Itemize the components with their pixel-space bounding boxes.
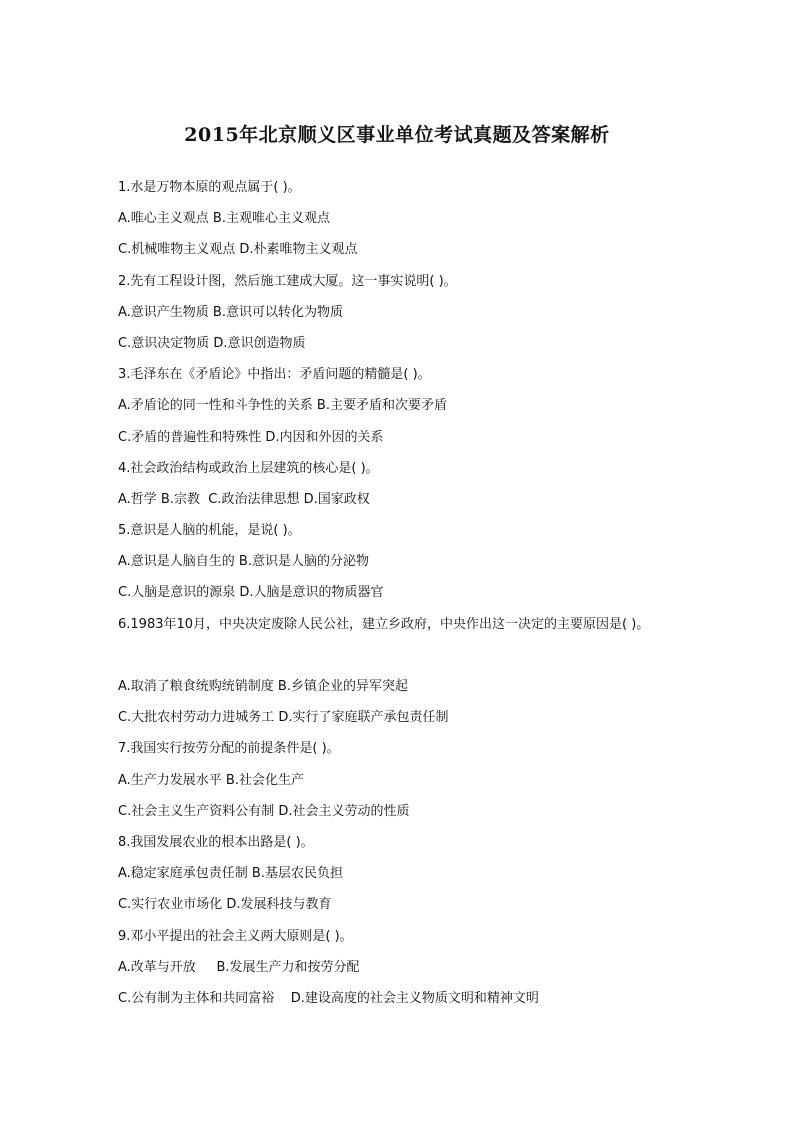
question-list [118,178,718,1020]
question-2-options-ab: A.意识产生物质 B.意识可以转化为物质 [118,304,343,320]
question-2-options-cd: C.意识决定物质 D.意识创造物质 [118,335,306,351]
question-7-options-cd: C.社会主义生产资料公有制 D.社会主义劳动的性质 [118,803,410,819]
question-9-options-ab: A.改革与开放 B.发展生产力和按劳分配 [118,959,360,975]
question-6-options-cd: C.大批农村劳动力进城务工 D.实行了家庭联产承包责任制 [118,710,449,726]
question-2: 2.先有工程设计图，然后施工建成大厦。这一事实说明( )。 [118,273,457,289]
document-title: 2015年北京顺义区事业单位考试真题及答案解析 [184,124,610,146]
question-5-options-ab: A.意识是人脑自生的 B.意识是人脑的分泌物 [118,554,369,570]
question-8: 8.我国发展农业的根本出路是( )。 [118,834,314,850]
question-4: 4.社会政治结构或政治上层建筑的核心是( )。 [118,460,379,476]
question-1-options-cd: C.机械唯物主义观点 D.朴素唯物主义观点 [118,242,358,258]
question-9: 9.邓小平提出的社会主义两大原则是( )。 [118,928,353,944]
question-6: 6.1983年10月，中央决定废除人民公社，建立乡政府，中央作出这一决定的主要原因是( )。 [118,616,650,632]
question-9-options-cd: C.公有制为主体和共同富裕 D.建设高度的社会主义物质文明和精神文明 [118,990,539,1006]
question-6-options-ab: A.取消了粮食统购统销制度 B.乡镇企业的异军突起 [118,679,408,695]
question-8-options-ab: A.稳定家庭承包责任制 B.基层农民负担 [118,866,343,882]
question-7: 7.我国实行按劳分配的前提条件是( )。 [118,741,340,757]
question-4-options: A.哲学 B.宗教 C.政治法律思想 D.国家政权 [118,491,370,507]
question-1-options-ab: A.唯心主义观点 B.主观唯心主义观点 [118,211,330,227]
question-7-options-ab: A.生产力发展水平 B.社会化生产 [118,772,304,788]
question-5-options-cd: C.人脑是意识的源泉 D.人脑是意识的物质器官 [118,585,384,601]
question-8-options-cd: C.实行农业市场化 D.发展科技与教育 [118,897,332,913]
question-3: 3.毛泽东在《矛盾论》中指出：矛盾问题的精髓是( )。 [118,367,431,383]
question-3-options-cd: C.矛盾的普遍性和特殊性 D.内因和外因的关系 [118,429,384,445]
question-3-options-ab: A.矛盾论的同一性和斗争性的关系 B.主要矛盾和次要矛盾 [118,398,447,414]
question-1: 1.水是万物本原的观点属于( )。 [118,180,301,195]
question-5: 5.意识是人脑的机能，是说( )。 [118,523,301,539]
